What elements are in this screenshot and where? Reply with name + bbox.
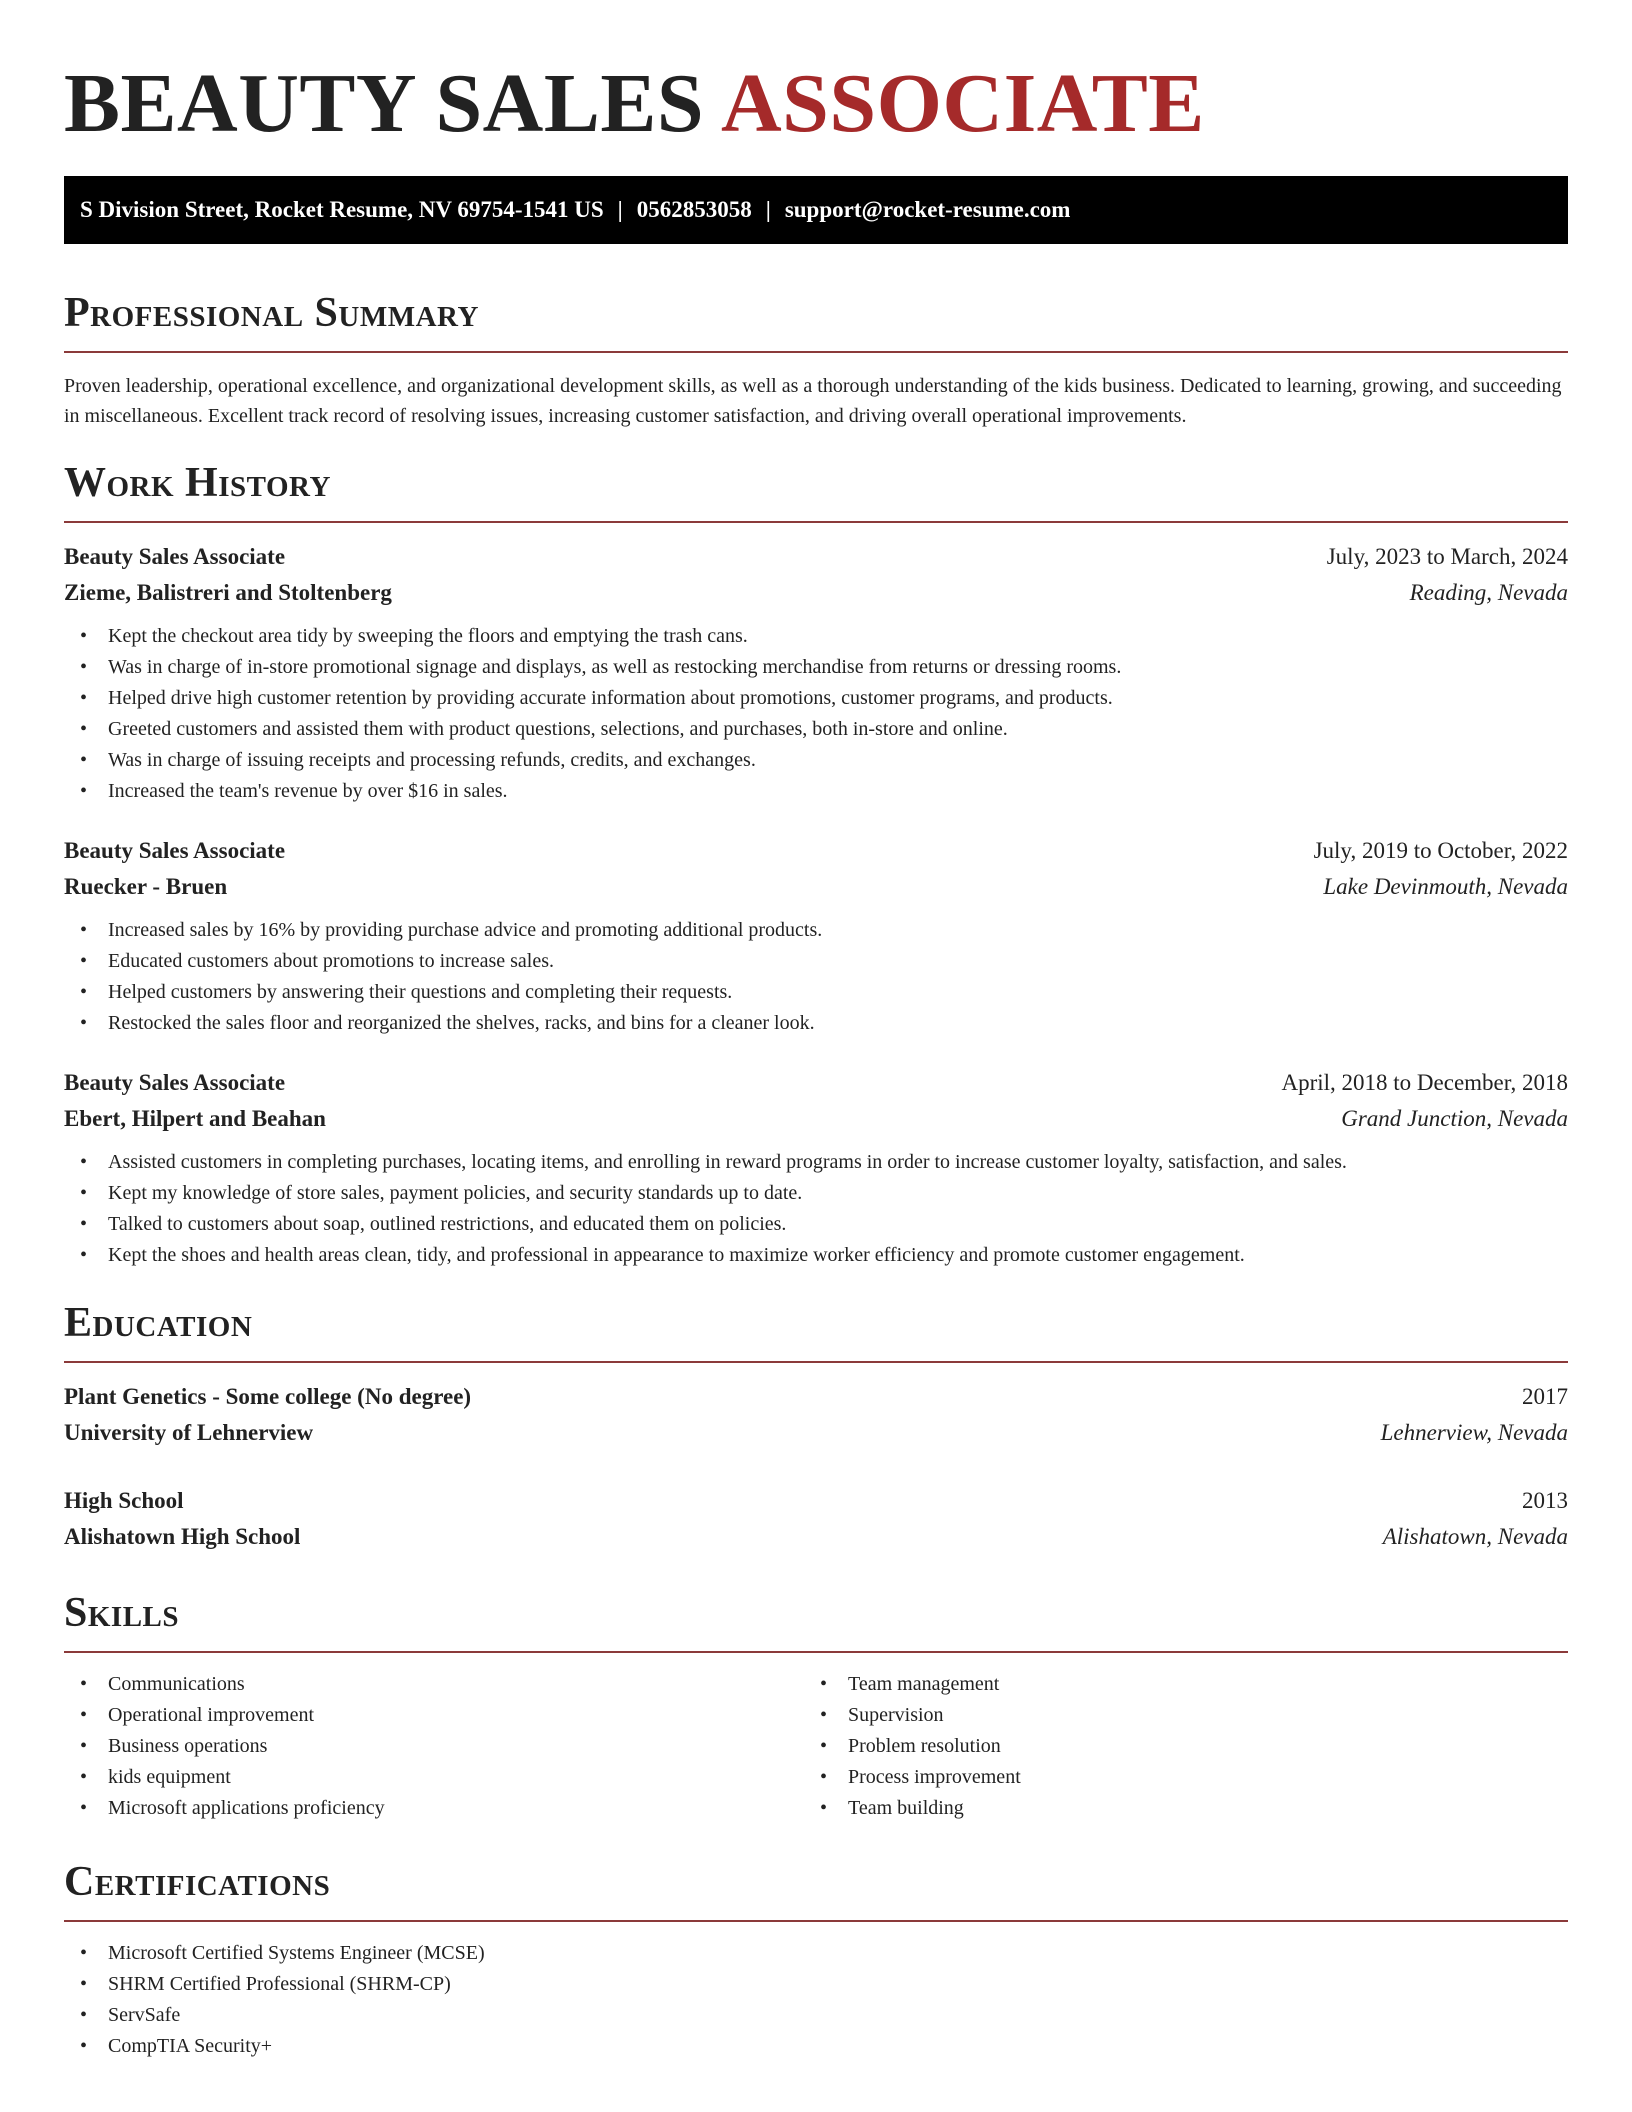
list-item: • Business operations [64, 1731, 804, 1762]
contact-separator: | [765, 197, 771, 222]
skills-grid [64, 1669, 1568, 1824]
certifications-heading: Certifications [64, 1859, 331, 1905]
job-company: Zieme, Balistreri and Stoltenberg [64, 580, 392, 605]
job-entry [64, 539, 1568, 807]
skills-heading: Skills [64, 1590, 180, 1636]
job-company-row [64, 1101, 1568, 1137]
list-item: • Kept my knowledge of store sales, payment policies, and security standards up to date. [64, 1178, 1568, 1209]
job-duties-list [64, 621, 1568, 807]
list-item: • ServSafe [64, 2000, 1568, 2031]
education-year: 2017 [1522, 1384, 1568, 1409]
list-item: • Helped customers by answering their questions and completing their requests. [64, 977, 1568, 1008]
skills-list-left [64, 1669, 804, 1824]
job-header-row [64, 833, 1568, 869]
education-school: University of Lehnerview [64, 1420, 314, 1445]
work-history-heading: Work History [64, 460, 331, 506]
title-part-1: BEAUTY SALES [64, 57, 705, 150]
list-item: • Assisted customers in completing purchases, locating items, and enrolling in reward programs in order to increase customer loyalty, satisfaction, and sales. [64, 1147, 1568, 1178]
list-item: • Operational improvement [64, 1700, 804, 1731]
list-item: • Educated customers about promotions to increase sales. [64, 946, 1568, 977]
skills-list-right [804, 1669, 1544, 1824]
list-item: • Increased sales by 16% by providing purchase advice and promoting additional products. [64, 915, 1568, 946]
contact-phone: 0562853058 [636, 197, 752, 222]
job-title: Beauty Sales Associate [64, 544, 286, 569]
section-divider [64, 1361, 1568, 1363]
contact-address: S Division Street, Rocket Resume, NV 69754-1541 US [80, 197, 604, 222]
job-location: Reading, Nevada [1409, 580, 1568, 605]
certifications-section [64, 1858, 1568, 2062]
education-degree-row [64, 1379, 1568, 1415]
section-divider [64, 1651, 1568, 1653]
summary-heading: Professional Summary [64, 290, 479, 336]
education-heading: Education [64, 1300, 253, 1346]
list-item: • CompTIA Security+ [64, 2031, 1568, 2062]
list-item: • SHRM Certified Professional (SHRM-CP) [64, 1969, 1568, 2000]
section-divider [64, 1920, 1568, 1922]
skills-section [64, 1589, 1568, 1824]
education-degree: High School [64, 1488, 184, 1513]
list-item: • Was in charge of in-store promotional signage and displays, as well as restocking merchandise from returns or dressing rooms. [64, 652, 1568, 683]
certifications-list [64, 1938, 1568, 2062]
education-degree-row [64, 1483, 1568, 1519]
education-school-row [64, 1519, 1568, 1555]
list-item: • Problem resolution [804, 1731, 1544, 1762]
list-item: • Microsoft Certified Systems Engineer (MCSE) [64, 1938, 1568, 1969]
job-dates: April, 2018 to December, 2018 [1281, 1070, 1568, 1095]
education-location: Alishatown, Nevada [1382, 1524, 1568, 1549]
contact-separator: | [617, 197, 623, 222]
job-duties-list [64, 915, 1568, 1039]
education-entry [64, 1483, 1568, 1555]
summary-section [64, 289, 1568, 431]
list-item: • Was in charge of issuing receipts and processing refunds, credits, and exchanges. [64, 745, 1568, 776]
list-item: • Kept the checkout area tidy by sweeping the floors and emptying the trash cans. [64, 621, 1568, 652]
job-location: Lake Devinmouth, Nevada [1323, 874, 1568, 899]
education-section [64, 1299, 1568, 1555]
list-item: • Communications [64, 1669, 804, 1700]
list-item: • Process improvement [804, 1762, 1544, 1793]
list-item: • Kept the shoes and health areas clean, tidy, and professional in appearance to maximize worker efficiency and promote customer engagement. [64, 1240, 1568, 1271]
education-school: Alishatown High School [64, 1524, 301, 1549]
list-item: • Team building [804, 1793, 1544, 1824]
job-dates: July, 2023 to March, 2024 [1326, 544, 1568, 569]
title-part-2: ASSOCIATE [720, 57, 1205, 150]
list-item: • Microsoft applications proficiency [64, 1793, 804, 1824]
job-entry [64, 1065, 1568, 1271]
job-duties-list [64, 1147, 1568, 1271]
education-entry [64, 1379, 1568, 1451]
job-title: Beauty Sales Associate [64, 1070, 286, 1095]
job-entry [64, 833, 1568, 1039]
section-divider [64, 351, 1568, 353]
summary-text: Proven leadership, operational excellence, and organizational development skills, as well as a thorough understanding of the kids business. Dedicated to learning, growing, and succeeding in miscellaneous. Excellent track record of resolving issues, increasing customer satisfaction, and driving overall operational improvements. [64, 375, 1562, 427]
list-item: • Supervision [804, 1700, 1544, 1731]
job-location: Grand Junction, Nevada [1341, 1106, 1568, 1131]
section-divider [64, 521, 1568, 523]
contact-bar [64, 176, 1568, 244]
list-item: • Restocked the sales floor and reorganized the shelves, racks, and bins for a cleaner look. [64, 1008, 1568, 1039]
list-item: • Team management [804, 1669, 1544, 1700]
education-location: Lehnerview, Nevada [1380, 1420, 1568, 1445]
education-year: 2013 [1522, 1488, 1568, 1513]
list-item: • Helped drive high customer retention by providing accurate information about promotions, customer programs, and products. [64, 683, 1568, 714]
list-item: • Increased the team's revenue by over $16 in sales. [64, 776, 1568, 807]
job-header-row [64, 1065, 1568, 1101]
job-company: Ebert, Hilpert and Beahan [64, 1106, 326, 1131]
job-title: Beauty Sales Associate [64, 838, 286, 863]
job-dates: July, 2019 to October, 2022 [1313, 838, 1568, 863]
list-item: • kids equipment [64, 1762, 804, 1793]
list-item: • Greeted customers and assisted them with product questions, selections, and purchases, both in-store and online. [64, 714, 1568, 745]
education-degree: Plant Genetics - Some college (No degree) [64, 1384, 472, 1409]
contact-email: support@rocket-resume.com [784, 197, 1071, 222]
education-school-row [64, 1415, 1568, 1451]
resume-title [64, 0, 1568, 176]
job-company-row [64, 575, 1568, 611]
work-history-section [64, 459, 1568, 1271]
job-company: Ruecker - Bruen [64, 874, 228, 899]
list-item: • Talked to customers about soap, outlined restrictions, and educated them on policies. [64, 1209, 1568, 1240]
job-company-row [64, 869, 1568, 905]
job-header-row [64, 539, 1568, 575]
